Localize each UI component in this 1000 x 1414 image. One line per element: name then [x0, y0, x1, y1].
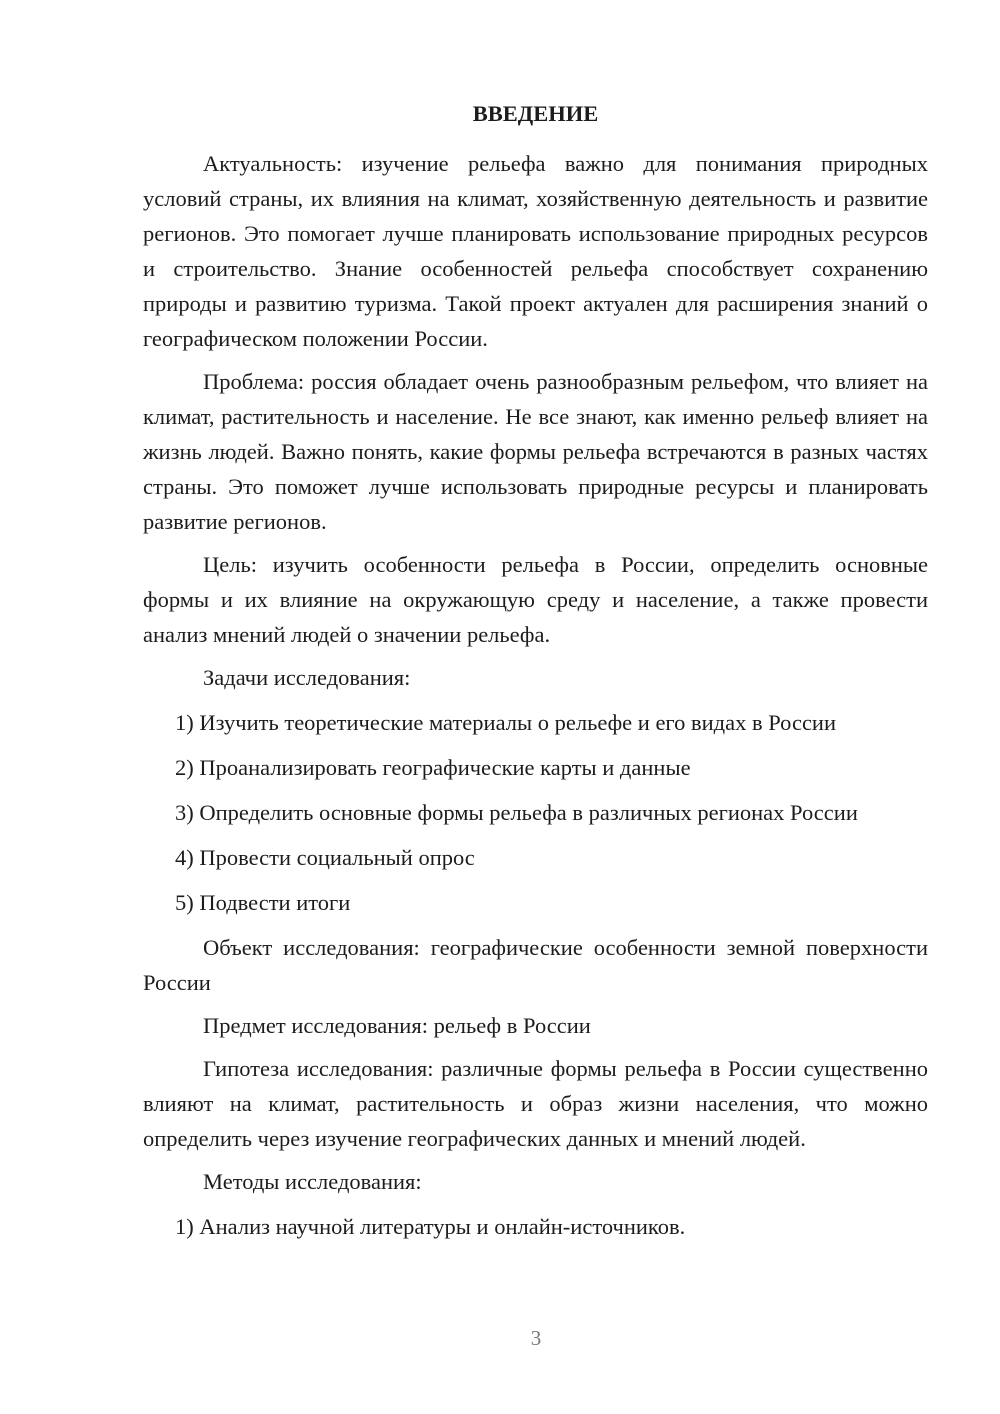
methods-list: [143, 1209, 928, 1244]
hypothesis-paragraph: Гипотеза исследования: различные формы рельефа в России существенно влияют на климат, растительность и образ жизни населения, что можно определить через изучение географических данных и мнений людей.: [143, 1056, 928, 1151]
goal-paragraph: Цель: изучить особенности рельефа в России, определить основные формы и их влияние на окружающую среду и население, а также провести анализ мнений людей о значении рельефа.: [143, 552, 928, 647]
tasks-heading: Задачи исследования:: [203, 665, 411, 690]
methods-heading: Методы исследования:: [203, 1169, 422, 1194]
subject-paragraph: Предмет исследования: рельеф в России: [203, 1013, 591, 1038]
method-item: 1) Анализ научной литературы и онлайн-источников.: [175, 1214, 686, 1239]
document-page: [143, 96, 928, 1244]
page-title: ВВЕДЕНИЕ: [472, 101, 599, 126]
page-number: 3: [530, 1326, 542, 1350]
problem-paragraph: Проблема: россия обладает очень разнообразным рельефом, что влияет на климат, растительность и население. Не все знают, как именно рельеф влияет на жизнь людей. Важно понять, какие формы рельефа встречаются в разных частях страны. Это поможет лучше использовать природные ресурсы и планировать развитие регионов.: [143, 369, 928, 534]
task-item: 5) Подвести итоги: [175, 890, 351, 915]
relevance-paragraph: Актуальность: изучение рельефа важно для понимания природных условий страны, их влияния на климат, хозяйственную деятельность и развитие регионов. Это помогает лучше планировать использование природных ресурсов и строительство. Знание особенностей рельефа способствует сохранению природы и развитию туризма. Такой проект актуален для расширения знаний о географическом положении России.: [143, 151, 928, 351]
task-item: 3) Определить основные формы рельефа в различных регионах России: [175, 800, 858, 825]
task-item: 1) Изучить теоретические материалы о рельефе и его видах в России: [175, 710, 837, 735]
object-paragraph: Объект исследования: географические особенности земной поверхности России: [143, 935, 928, 995]
tasks-list: [143, 705, 928, 920]
task-item: 2) Проанализировать географические карты и данные: [175, 755, 691, 780]
task-item: 4) Провести социальный опрос: [175, 845, 475, 870]
